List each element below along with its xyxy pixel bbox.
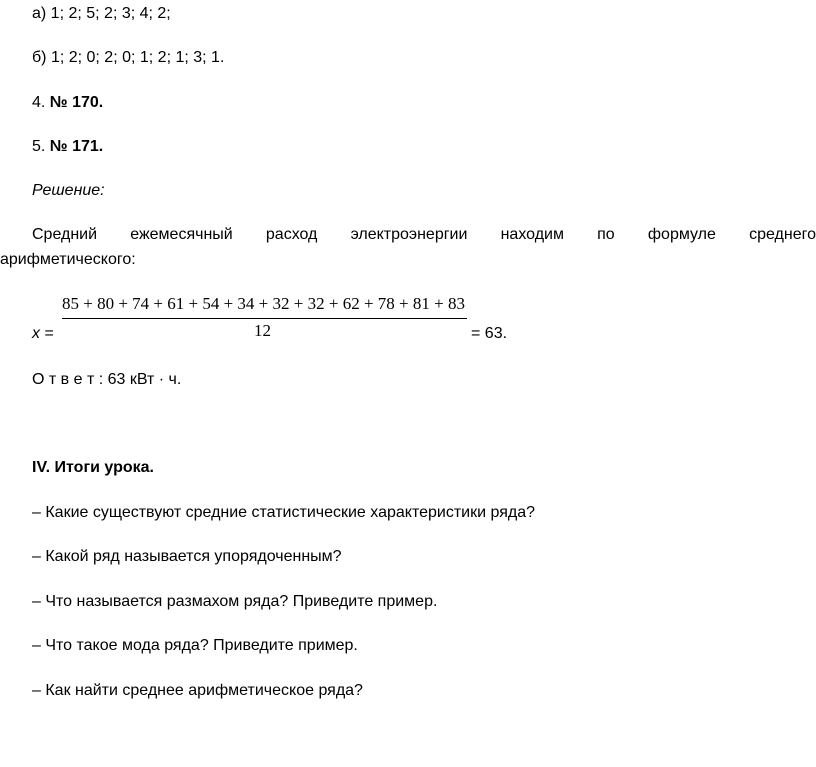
task-5-ref: № 171. [49, 138, 104, 155]
paragraph-word: по [597, 226, 615, 243]
paragraph-word: среднего [749, 226, 816, 243]
formula-result: = 63. [471, 325, 508, 342]
question-item: – Как найти среднее арифметическое ряда? [32, 682, 363, 699]
formula-numerator: 85 + 80 + 74 + 61 + 54 + 34 + 32 + 32 + 62 + 78 + 81 + 83 [62, 294, 465, 313]
formula-variable: x [32, 325, 40, 342]
task-5 [32, 137, 103, 157]
answer: О т в е т : 63 кВт · ч. [32, 371, 182, 388]
question-item: – Что такое мода ряда? Приведите пример. [32, 637, 358, 654]
task-5-number: 5. [32, 138, 50, 155]
question-item: – Какой ряд называется упорядоченным? [32, 548, 342, 565]
paragraph-word: формуле [647, 226, 716, 243]
list-item-a: а) 1; 2; 5; 2; 3; 4; 2; [32, 5, 171, 22]
question-item: – Какие существуют средние статистические характеристики ряда? [32, 504, 536, 521]
paragraph-word: электроэнергии [350, 226, 468, 243]
paragraph-word: Средний [32, 226, 98, 243]
question-item: – Что называется размахом ряда? Приведите пример. [32, 593, 438, 610]
formula-denominator: 12 [254, 321, 271, 340]
paragraph-word: находим [500, 226, 564, 243]
paragraph-word: расход [265, 226, 318, 243]
paragraph-line-1 [32, 225, 816, 245]
fraction-bar [62, 318, 467, 319]
list-item-b: б) 1; 2; 0; 2; 0; 1; 2; 1; 3; 1. [32, 49, 225, 66]
task-4 [32, 93, 103, 113]
task-4-number: 4. [32, 94, 50, 111]
solution-label: Решение: [32, 182, 105, 199]
task-4-ref: № 170. [49, 94, 104, 111]
paragraph-line-2: арифметического: [0, 251, 136, 268]
paragraph-word: ежемесячный [130, 226, 233, 243]
section-title: IV. Итоги урока. [32, 459, 154, 476]
formula-equals: = [40, 325, 54, 342]
formula-lhs [32, 324, 54, 344]
